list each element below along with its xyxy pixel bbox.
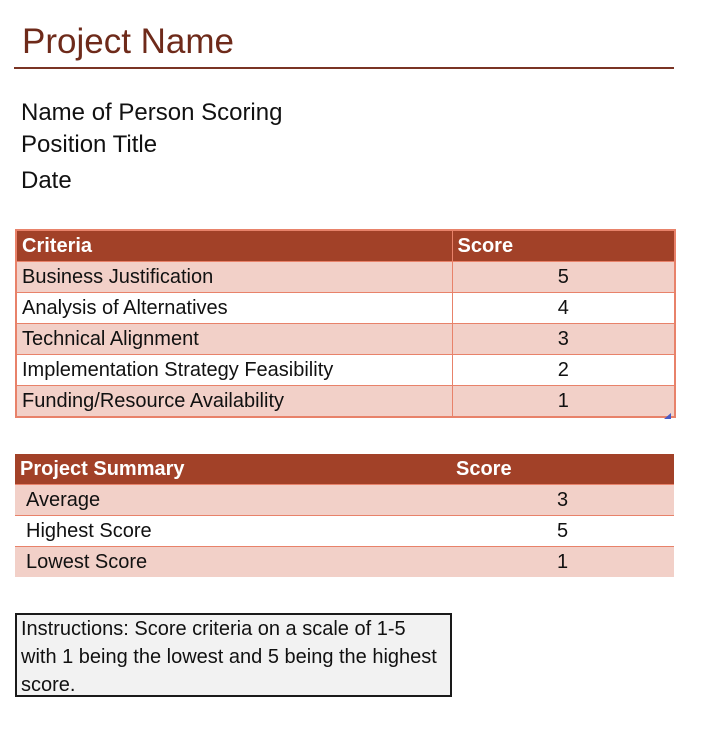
position-title-cell[interactable]: Position Title [21,131,158,158]
table-row [15,485,674,516]
project-name-title[interactable]: Project Name [22,22,235,61]
criteria-label-cell[interactable]: Funding/Resource Availability [16,386,452,418]
summary-score-header[interactable]: Score [451,454,674,485]
instructions-note[interactable]: Instructions: Score criteria on a scale of 1-5 with 1 being the lowest and 5 being the highest score. [15,613,452,697]
summary-label-cell[interactable]: Highest Score [15,516,451,547]
criteria-score-cell[interactable]: 2 [452,355,675,386]
summary-score-cell[interactable]: 5 [451,516,674,547]
summary-header-row [15,454,674,485]
criteria-table [15,229,676,418]
criteria-label-cell[interactable]: Analysis of Alternatives [16,293,452,324]
criteria-label-cell[interactable]: Implementation Strategy Feasibility [16,355,452,386]
criteria-label-cell[interactable]: Business Justification [16,262,452,293]
date-cell[interactable]: Date [21,167,72,194]
criteria-score-cell[interactable]: 1 [452,386,675,418]
summary-header[interactable]: Project Summary [15,454,451,485]
person-scoring-cell[interactable]: Name of Person Scoring [21,99,283,126]
title-underline [14,67,674,69]
summary-label-cell[interactable]: Lowest Score [15,547,451,578]
summary-score-cell[interactable]: 1 [451,547,674,578]
table-row [16,355,675,386]
criteria-header[interactable]: Criteria [16,230,452,262]
criteria-label-cell[interactable]: Technical Alignment [16,324,452,355]
table-row [16,262,675,293]
summary-table [15,454,674,577]
criteria-score-cell[interactable]: 3 [452,324,675,355]
table-row [16,293,675,324]
criteria-score-header[interactable]: Score [452,230,675,262]
criteria-score-cell[interactable]: 4 [452,293,675,324]
criteria-header-row [16,230,675,262]
table-row [15,547,674,578]
summary-label-cell[interactable]: Average [15,485,451,516]
table-row [16,324,675,355]
table-row [16,386,675,418]
summary-score-cell[interactable]: 3 [451,485,674,516]
criteria-score-cell[interactable]: 5 [452,262,675,293]
table-row [15,516,674,547]
